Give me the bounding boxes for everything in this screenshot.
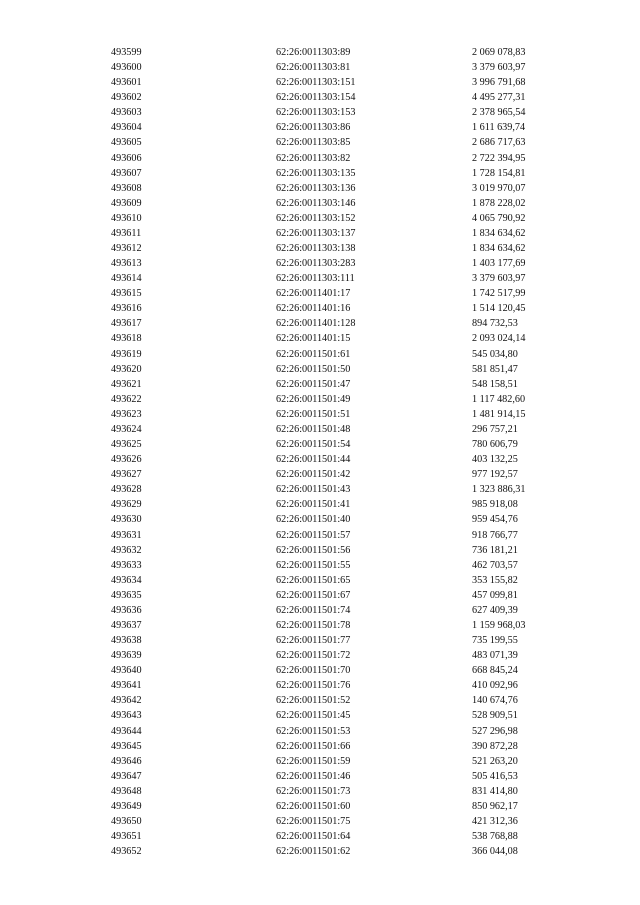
- row-number: 493652: [111, 846, 142, 858]
- table-row: [0, 844, 640, 859]
- cadastral-number: 62:26:0011303:81: [276, 62, 351, 74]
- cadastral-number: 62:26:0011401:16: [276, 303, 351, 315]
- table-row: [0, 105, 640, 120]
- cadastral-value: 3 379 603,97: [472, 273, 526, 285]
- table-row: [0, 256, 640, 271]
- row-number: 493641: [111, 680, 142, 692]
- table-row: [0, 769, 640, 784]
- cadastral-value: 2 378 965,54: [472, 107, 526, 119]
- cadastral-number: 62:26:0011303:135: [276, 167, 356, 179]
- cadastral-number: 62:26:0011303:283: [276, 258, 356, 270]
- row-number: 493638: [111, 635, 142, 647]
- cadastral-number: 62:26:0011501:67: [276, 589, 351, 601]
- row-number: 493617: [111, 318, 142, 330]
- table-row: [0, 512, 640, 527]
- table-row: [0, 407, 640, 422]
- table-row: [0, 558, 640, 573]
- row-number: 493621: [111, 378, 142, 390]
- table-row: [0, 633, 640, 648]
- cadastral-value: 1 117 482,60: [472, 393, 526, 405]
- row-number: 493612: [111, 243, 142, 255]
- table-row: [0, 573, 640, 588]
- row-number: 493644: [111, 725, 142, 737]
- cadastral-number: 62:26:0011501:72: [276, 650, 351, 662]
- table-row: [0, 754, 640, 769]
- row-number: 493639: [111, 650, 142, 662]
- table-row: [0, 151, 640, 166]
- row-number: 493609: [111, 197, 142, 209]
- table-row: [0, 196, 640, 211]
- cadastral-number: 62:26:0011303:137: [276, 227, 356, 239]
- cadastral-value: 2 686 717,63: [472, 137, 526, 149]
- cadastral-value: 521 263,20: [472, 755, 518, 767]
- row-number: 493603: [111, 107, 142, 119]
- table-row: [0, 45, 640, 60]
- row-number: 493642: [111, 695, 142, 707]
- row-number: 493616: [111, 303, 142, 315]
- cadastral-value: 421 312,36: [472, 815, 518, 827]
- cadastral-number: 62:26:0011501:46: [276, 770, 351, 782]
- row-number: 493630: [111, 514, 142, 526]
- row-number: 493623: [111, 408, 142, 420]
- cadastral-value: 977 192,57: [472, 469, 518, 481]
- cadastral-value: 462 703,57: [472, 559, 518, 571]
- cadastral-value: 736 181,21: [472, 544, 518, 556]
- row-number: 493633: [111, 559, 142, 571]
- cadastral-number: 62:26:0011501:41: [276, 499, 351, 511]
- cadastral-number: 62:26:0011303:152: [276, 212, 356, 224]
- cadastral-number: 62:26:0011501:65: [276, 574, 351, 586]
- table-row: [0, 814, 640, 829]
- cadastral-value: 2 069 078,83: [472, 47, 526, 58]
- cadastral-value: 528 909,51: [472, 710, 518, 722]
- row-number: 493600: [111, 62, 142, 74]
- cadastral-value: 1 481 914,15: [472, 408, 526, 420]
- table-row: [0, 422, 640, 437]
- cadastral-value: 780 606,79: [472, 439, 518, 451]
- row-number: 493614: [111, 273, 142, 285]
- table-row: [0, 724, 640, 739]
- row-number: 493619: [111, 348, 142, 360]
- cadastral-value: 2 722 394,95: [472, 152, 526, 164]
- cadastral-value: 4 065 790,92: [472, 212, 526, 224]
- table-row: [0, 678, 640, 693]
- cadastral-value: 548 158,51: [472, 378, 518, 390]
- table-row: [0, 181, 640, 196]
- row-number: 493613: [111, 258, 142, 270]
- cadastral-value: 1 742 517,99: [472, 288, 526, 300]
- row-number: 493611: [111, 227, 142, 239]
- table-row: [0, 739, 640, 754]
- cadastral-value: 3 996 791,68: [472, 77, 526, 89]
- cadastral-number: 62:26:0011501:48: [276, 423, 351, 435]
- table-row: [0, 482, 640, 497]
- table-row: [0, 377, 640, 392]
- cadastral-number: 62:26:0011303:136: [276, 182, 356, 194]
- cadastral-number: 62:26:0011501:74: [276, 604, 351, 616]
- cadastral-number: 62:26:0011501:61: [276, 348, 351, 360]
- cadastral-number: 62:26:0011501:56: [276, 544, 351, 556]
- cadastral-value-table: [0, 45, 640, 859]
- table-row: [0, 90, 640, 105]
- cadastral-value: 296 757,21: [472, 423, 518, 435]
- table-row: [0, 588, 640, 603]
- cadastral-number: 62:26:0011303:151: [276, 77, 356, 89]
- table-row: [0, 708, 640, 723]
- cadastral-value: 403 132,25: [472, 454, 518, 466]
- cadastral-number: 62:26:0011303:138: [276, 243, 356, 255]
- table-row: [0, 316, 640, 331]
- cadastral-number: 62:26:0011501:73: [276, 785, 351, 797]
- cadastral-value: 1 514 120,45: [472, 303, 526, 315]
- table-row: [0, 392, 640, 407]
- cadastral-number: 62:26:0011501:52: [276, 695, 351, 707]
- cadastral-number: 62:26:0011401:17: [276, 288, 351, 300]
- cadastral-value: 3 379 603,97: [472, 62, 526, 74]
- cadastral-number: 62:26:0011501:40: [276, 514, 351, 526]
- cadastral-number: 62:26:0011303:111: [276, 273, 355, 285]
- table-row: [0, 784, 640, 799]
- cadastral-number: 62:26:0011303:154: [276, 92, 356, 104]
- cadastral-value: 627 409,39: [472, 604, 518, 616]
- cadastral-number: 62:26:0011501:45: [276, 710, 351, 722]
- row-number: 493637: [111, 619, 142, 631]
- table-row: [0, 135, 640, 150]
- cadastral-number: 62:26:0011303:153: [276, 107, 356, 119]
- cadastral-value: 2 093 024,14: [472, 333, 526, 345]
- row-number: 493615: [111, 288, 142, 300]
- table-row: [0, 226, 640, 241]
- cadastral-number: 62:26:0011303:82: [276, 152, 351, 164]
- cadastral-value: 1 728 154,81: [472, 167, 526, 179]
- cadastral-number: 62:26:0011501:51: [276, 408, 351, 420]
- cadastral-value: 140 674,76: [472, 695, 518, 707]
- cadastral-value: 1 878 228,02: [472, 197, 526, 209]
- row-number: 493643: [111, 710, 142, 722]
- cadastral-number: 62:26:0011501:59: [276, 755, 351, 767]
- row-number: 493610: [111, 212, 142, 224]
- cadastral-value: 4 495 277,31: [472, 92, 526, 104]
- cadastral-value: 483 071,39: [472, 650, 518, 662]
- table-row: [0, 829, 640, 844]
- row-number: 493604: [111, 122, 142, 134]
- cadastral-value: 581 851,47: [472, 363, 518, 375]
- row-number: 493629: [111, 499, 142, 511]
- cadastral-value: 894 732,53: [472, 318, 518, 330]
- cadastral-number: 62:26:0011501:64: [276, 831, 351, 843]
- cadastral-value: 1 834 634,62: [472, 227, 526, 239]
- cadastral-number: 62:26:0011303:85: [276, 137, 351, 149]
- row-number: 493618: [111, 333, 142, 345]
- cadastral-number: 62:26:0011501:66: [276, 740, 351, 752]
- table-row: [0, 271, 640, 286]
- row-number: 493605: [111, 137, 142, 149]
- table-row: [0, 528, 640, 543]
- cadastral-number: 62:26:0011501:54: [276, 439, 351, 451]
- cadastral-number: 62:26:0011501:78: [276, 619, 351, 631]
- cadastral-value: 366 044,08: [472, 846, 518, 858]
- cadastral-number: 62:26:0011303:89: [276, 47, 351, 58]
- cadastral-number: 62:26:0011501:60: [276, 800, 351, 812]
- cadastral-value: 390 872,28: [472, 740, 518, 752]
- cadastral-number: 62:26:0011501:49: [276, 393, 351, 405]
- cadastral-number: 62:26:0011501:50: [276, 363, 351, 375]
- row-number: 493649: [111, 800, 142, 812]
- table-row: [0, 75, 640, 90]
- row-number: 493647: [111, 770, 142, 782]
- cadastral-number: 62:26:0011401:128: [276, 318, 356, 330]
- row-number: 493608: [111, 182, 142, 194]
- row-number: 493632: [111, 544, 142, 556]
- row-number: 493631: [111, 529, 142, 541]
- table-row: [0, 693, 640, 708]
- cadastral-value: 410 092,96: [472, 680, 518, 692]
- cadastral-value: 735 199,55: [472, 635, 518, 647]
- cadastral-number: 62:26:0011501:53: [276, 725, 351, 737]
- cadastral-value: 538 768,88: [472, 831, 518, 843]
- cadastral-number: 62:26:0011501:47: [276, 378, 351, 390]
- row-number: 493625: [111, 439, 142, 451]
- table-row: [0, 799, 640, 814]
- row-number: 493599: [111, 47, 142, 58]
- row-number: 493645: [111, 740, 142, 752]
- row-number: 493626: [111, 454, 142, 466]
- table-row: [0, 437, 640, 452]
- cadastral-number: 62:26:0011501:44: [276, 454, 351, 466]
- row-number: 493651: [111, 831, 142, 843]
- cadastral-value: 831 414,80: [472, 785, 518, 797]
- row-number: 493601: [111, 77, 142, 89]
- table-row: [0, 286, 640, 301]
- table-row: [0, 331, 640, 346]
- table-row: [0, 60, 640, 75]
- cadastral-number: 62:26:0011501:70: [276, 665, 351, 677]
- cadastral-value: 985 918,08: [472, 499, 518, 511]
- cadastral-number: 62:26:0011501:55: [276, 559, 351, 571]
- cadastral-value: 527 296,98: [472, 725, 518, 737]
- cadastral-value: 353 155,82: [472, 574, 518, 586]
- cadastral-number: 62:26:0011501:42: [276, 469, 351, 481]
- cadastral-number: 62:26:0011501:57: [276, 529, 351, 541]
- row-number: 493628: [111, 484, 142, 496]
- row-number: 493634: [111, 574, 142, 586]
- table-row: [0, 543, 640, 558]
- row-number: 493620: [111, 363, 142, 375]
- cadastral-value: 545 034,80: [472, 348, 518, 360]
- row-number: 493648: [111, 785, 142, 797]
- table-row: [0, 166, 640, 181]
- row-number: 493602: [111, 92, 142, 104]
- row-number: 493640: [111, 665, 142, 677]
- cadastral-number: 62:26:0011501:76: [276, 680, 351, 692]
- cadastral-number: 62:26:0011501:75: [276, 815, 351, 827]
- row-number: 493635: [111, 589, 142, 601]
- row-number: 493606: [111, 152, 142, 164]
- row-number: 493622: [111, 393, 142, 405]
- row-number: 493636: [111, 604, 142, 616]
- cadastral-value: 1 611 639,74: [472, 122, 526, 134]
- cadastral-value: 668 845,24: [472, 665, 518, 677]
- table-row: [0, 603, 640, 618]
- cadastral-value: 959 454,76: [472, 514, 518, 526]
- cadastral-value: 505 416,53: [472, 770, 518, 782]
- cadastral-value: 1 323 886,31: [472, 484, 526, 496]
- cadastral-number: 62:26:0011501:62: [276, 846, 351, 858]
- row-number: 493650: [111, 815, 142, 827]
- cadastral-number: 62:26:0011501:43: [276, 484, 351, 496]
- row-number: 493646: [111, 755, 142, 767]
- table-row: [0, 663, 640, 678]
- table-row: [0, 467, 640, 482]
- row-number: 493624: [111, 423, 142, 435]
- row-number: 493607: [111, 167, 142, 179]
- table-row: [0, 362, 640, 377]
- cadastral-value: 3 019 970,07: [472, 182, 526, 194]
- table-row: [0, 497, 640, 512]
- table-row: [0, 241, 640, 256]
- cadastral-value: 1 159 968,03: [472, 619, 526, 631]
- table-row: [0, 211, 640, 226]
- cadastral-value: 457 099,81: [472, 589, 518, 601]
- table-row: [0, 618, 640, 633]
- table-row: [0, 301, 640, 316]
- cadastral-value: 918 766,77: [472, 529, 518, 541]
- cadastral-number: 62:26:0011303:146: [276, 197, 356, 209]
- cadastral-value: 850 962,17: [472, 800, 518, 812]
- table-row: [0, 120, 640, 135]
- table-row: [0, 347, 640, 362]
- cadastral-number: 62:26:0011303:86: [276, 122, 351, 134]
- cadastral-value: 1 403 177,69: [472, 258, 526, 270]
- cadastral-number: 62:26:0011401:15: [276, 333, 351, 345]
- row-number: 493627: [111, 469, 142, 481]
- cadastral-value: 1 834 634,62: [472, 243, 526, 255]
- cadastral-number: 62:26:0011501:77: [276, 635, 351, 647]
- table-row: [0, 452, 640, 467]
- table-row: [0, 648, 640, 663]
